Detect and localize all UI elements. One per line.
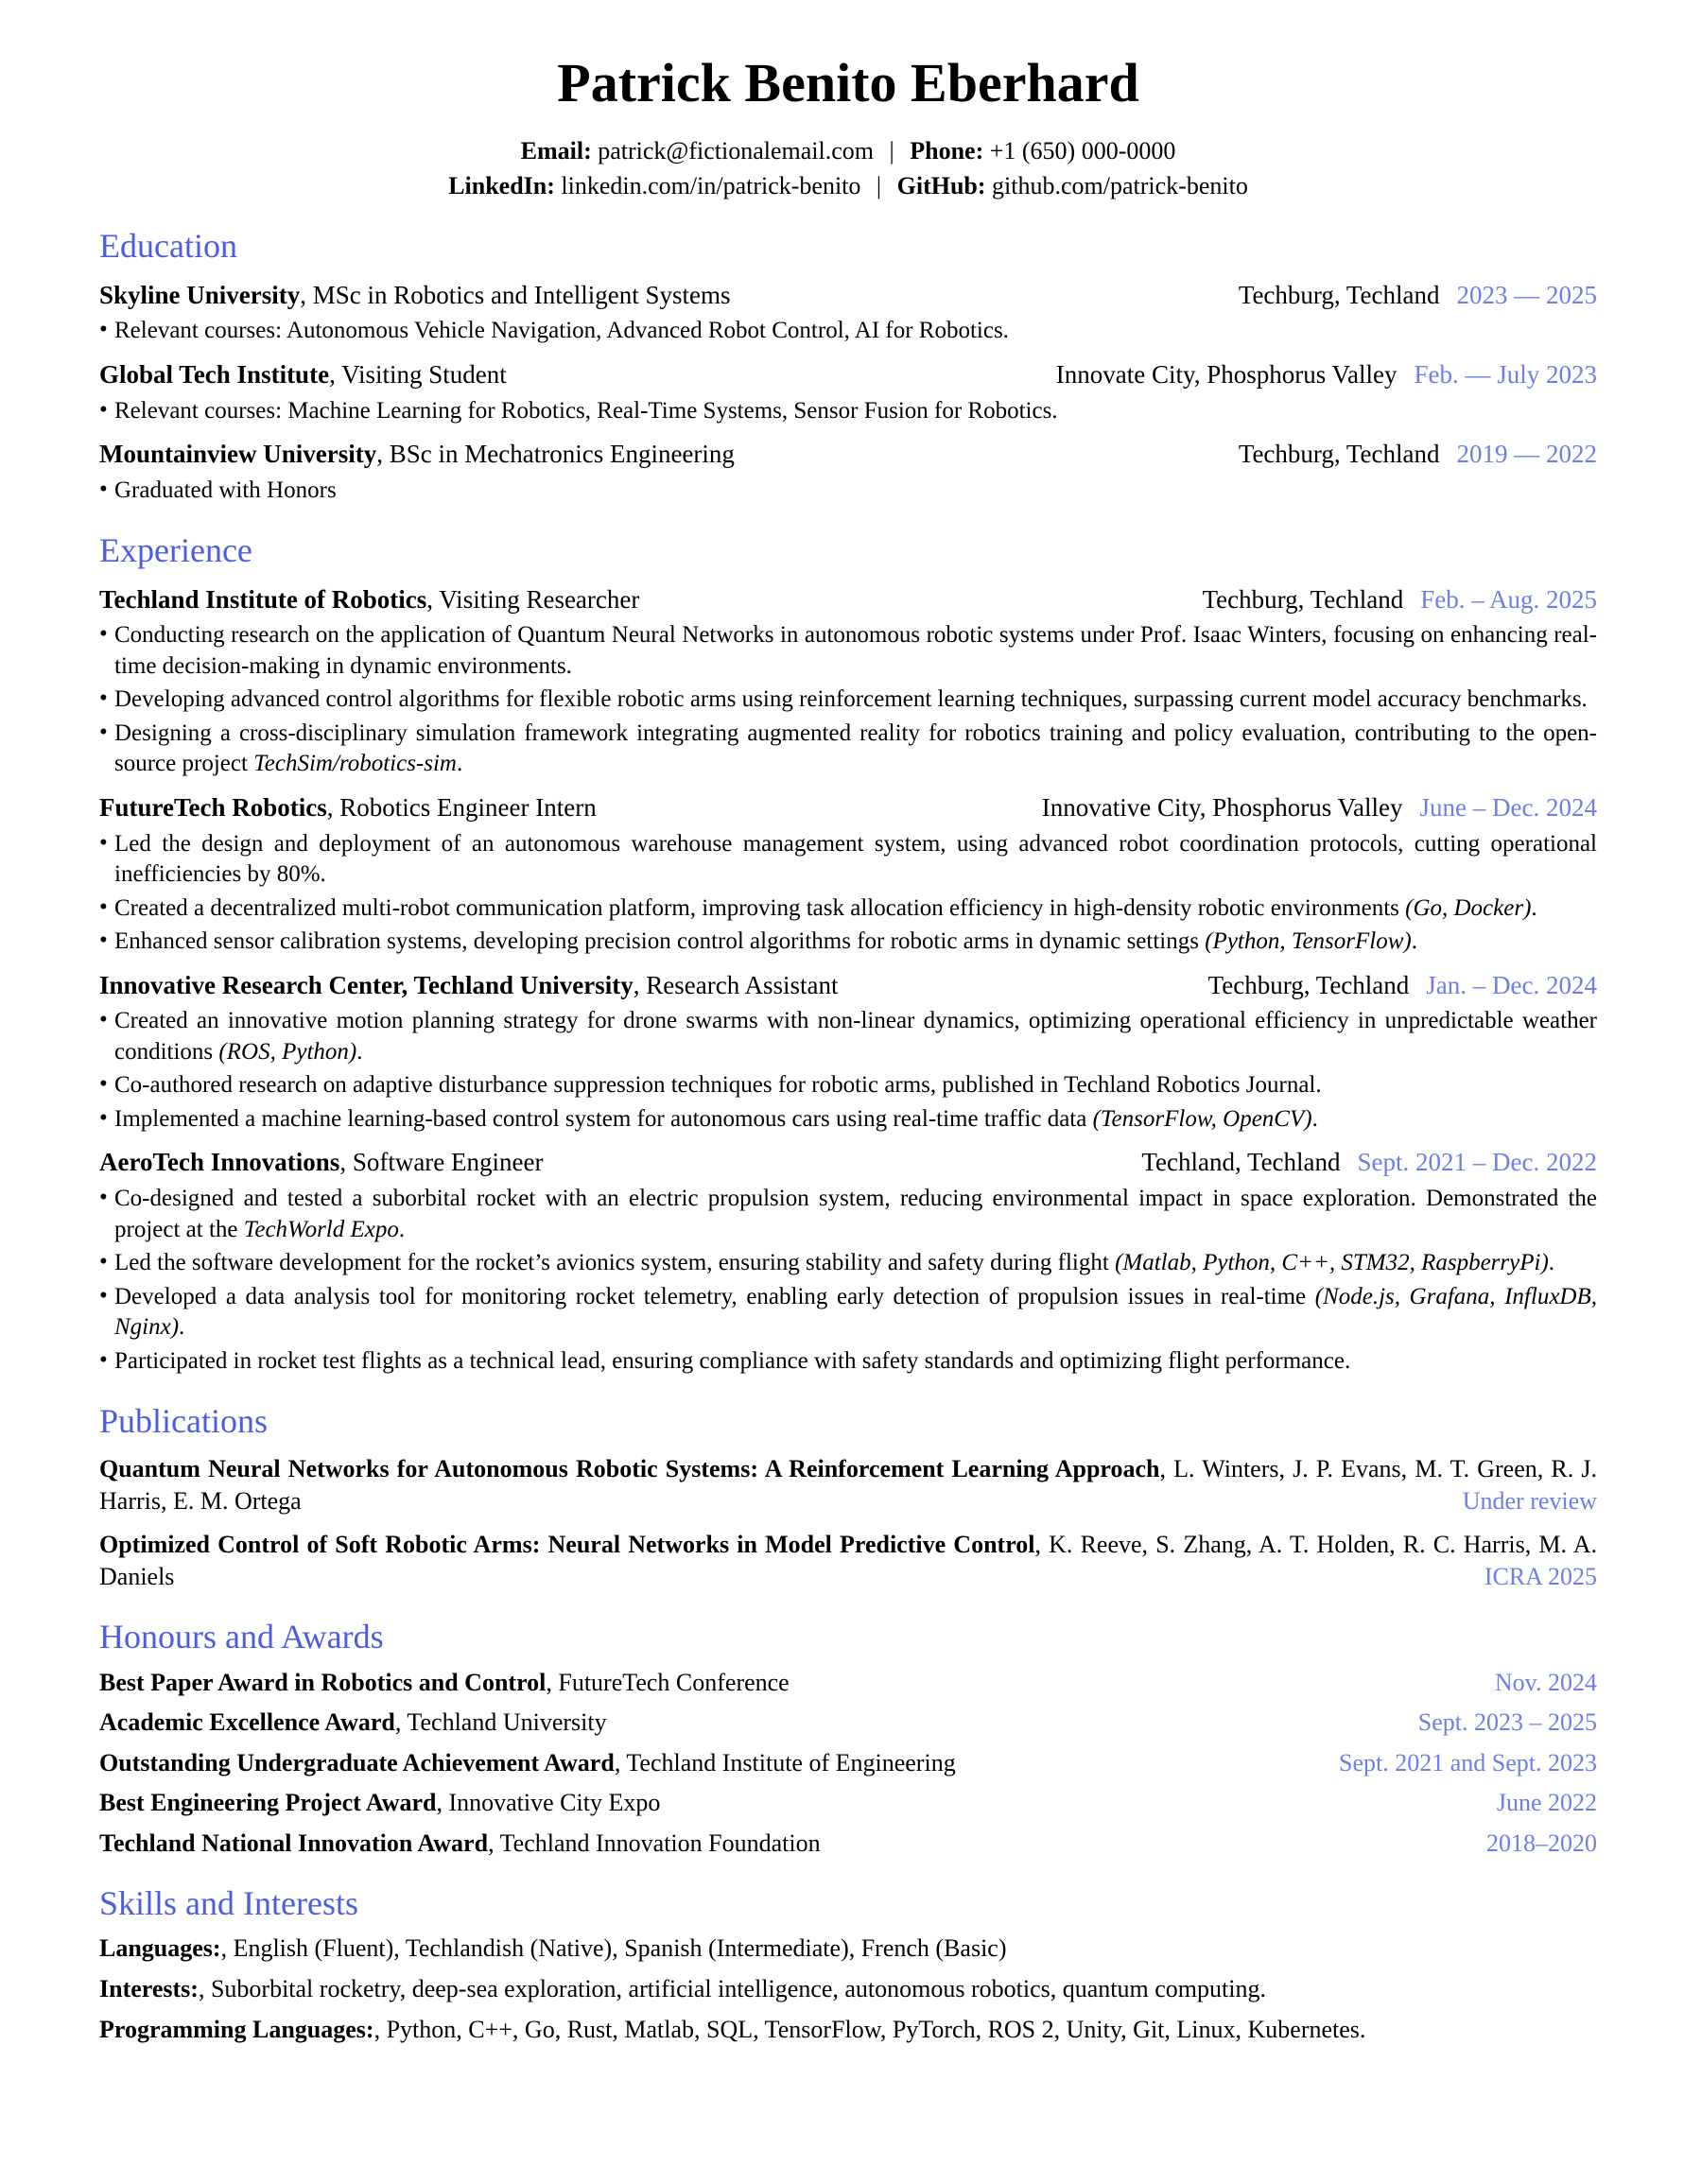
entry-role: , MSc in Robotics and Intelligent Systems [300, 280, 731, 309]
entry-meta [1056, 359, 1597, 391]
entry-meta [1208, 970, 1597, 1002]
bullet-item: • Co-designed and tested a suborbital rocket with an electric propulsion system, reducing environmental impact in space exploration. Demonstrated the project at the TechWorld Expo. [114, 1184, 1597, 1245]
person-name: Patrick Benito Eberhard [557, 52, 1139, 113]
entry-org: FutureTech Robotics [99, 792, 327, 822]
separator: | [876, 171, 882, 199]
bullet-item: • Relevant courses: Autonomous Vehicle Navigation, Advanced Robot Control, AI for Robotics. [114, 316, 1597, 347]
section-title-publications: Publications [99, 1402, 268, 1441]
experience-entry [99, 584, 1597, 780]
award-item [99, 1707, 1597, 1739]
publication-item [99, 1529, 1597, 1593]
entry-location: Innovative City, Phosphorus Valley [1041, 792, 1403, 822]
award-title [99, 1668, 808, 1699]
section-education [99, 226, 1597, 506]
email-label: Email: [520, 136, 592, 165]
entry-org: Global Tech Institute [99, 359, 330, 389]
entry-org: AeroTech Innovations [99, 1148, 340, 1177]
entry-role: , Visiting Student [329, 359, 507, 389]
skill-label: Languages: [99, 1934, 221, 1963]
entry-header [99, 970, 1597, 1002]
section-skills [99, 1883, 1597, 2046]
publication-title: Quantum Neural Networks for Autonomous Robotic Systems: A Reinforcement Learning Approach [99, 1455, 1160, 1483]
entry-date: Jan. – Dec. 2024 [1426, 970, 1597, 999]
section-title-education: Education [99, 227, 237, 266]
bullet-item: • Graduated with Honors [114, 476, 1597, 507]
award-org: , Techland Innovation Foundation [488, 1829, 821, 1857]
skill-label: Programming Languages: [99, 2015, 374, 2043]
education-entry [99, 359, 1597, 426]
resume-header [99, 52, 1597, 201]
skill-item [99, 2014, 1597, 2046]
bullet-item: • Implemented a machine learning-based control system for autonomous cars using real-time traffic data (TensorFlow, OpenCV). [114, 1104, 1597, 1135]
entry-org: Skyline University [99, 280, 301, 309]
entry-meta [1239, 280, 1597, 312]
entry-header [99, 584, 1597, 616]
entry-title [99, 280, 750, 312]
bullet-item: • Developing advanced control algorithms for flexible robotic arms using reinforcement learning techniques, surpassing current model accuracy benchmarks. [114, 685, 1597, 716]
bullet-item: • Conducting research on the application of Quantum Neural Networks in autonomous robotic systems under Prof. Isaac Winters, focusing on enhancing real-time decision-making in dynamic environments. [114, 620, 1597, 682]
entry-date: Feb. – Aug. 2025 [1420, 584, 1597, 614]
award-title [99, 1707, 626, 1739]
bullet-item: • Developed a data analysis tool for monitoring rocket telemetry, enabling early detection of propulsion issues in real-time (Node.js, Grafana, InfluxDB, Nginx). [114, 1282, 1597, 1343]
linkedin-value: linkedin.com/in/patrick-benito [561, 171, 861, 199]
award-date: Nov. 2024 [1494, 1668, 1597, 1696]
publication-authors: , L. Winters, J. P. Evans, M. T. Green, R. J. Harris, E. M. Ortega [99, 1455, 1597, 1516]
bullet-item: • Relevant courses: Machine Learning for Robotics, Real-Time Systems, Sensor Fusion for Robotics. [114, 396, 1597, 427]
award-item [99, 1829, 1597, 1860]
publication-authors: , K. Reeve, S. Zhang, A. T. Holden, R. C. Harris, M. A. Daniels [99, 1530, 1597, 1590]
bullet-list [99, 1184, 1597, 1377]
skill-item [99, 1973, 1597, 2005]
bullet-list [99, 1006, 1597, 1135]
entry-role: , Robotics Engineer Intern [326, 792, 597, 822]
skill-item [99, 1933, 1597, 1965]
award-item [99, 1668, 1597, 1699]
entry-location: Innovate City, Phosphorus Valley [1055, 359, 1398, 389]
entry-role: , BSc in Mechatronics Engineering [376, 440, 735, 469]
separator: | [889, 136, 894, 165]
contact-line-1 [99, 135, 1597, 167]
experience-entry [99, 970, 1597, 1135]
entry-role: , Visiting Researcher [426, 584, 640, 614]
award-date: Sept. 2023 – 2025 [1417, 1708, 1597, 1737]
github-label: GitHub: [896, 171, 986, 199]
publication-status: ICRA 2025 [1484, 1562, 1597, 1590]
award-item [99, 1788, 1597, 1819]
entry-date: June – Dec. 2024 [1419, 792, 1597, 822]
award-title [99, 1748, 975, 1779]
award-name: Best Paper Award in Robotics and Control [99, 1668, 547, 1696]
publication-status: Under review [1462, 1487, 1597, 1516]
award-org: , Techland University [394, 1708, 607, 1737]
education-entry [99, 280, 1597, 347]
entry-role: , Research Assistant [633, 970, 839, 999]
entry-meta [1203, 584, 1597, 616]
award-item [99, 1748, 1597, 1779]
skill-text: , Python, C++, Go, Rust, Matlab, SQL, TensorFlow, PyTorch, ROS 2, Unity, Git, Linux, Kubernetes. [373, 2015, 1366, 2043]
bullet-list [99, 829, 1597, 958]
publication-item [99, 1453, 1597, 1517]
bullet-list [99, 620, 1597, 780]
section-title-skills: Skills and Interests [99, 1884, 358, 1923]
section-awards [99, 1617, 1597, 1859]
award-name: Best Engineering Project Award [99, 1789, 437, 1817]
entry-header [99, 1147, 1597, 1179]
email-value: patrick@fictionalemail.com [598, 136, 875, 165]
entry-meta [1141, 1147, 1597, 1179]
entry-date: Feb. — July 2023 [1414, 359, 1597, 389]
phone-value: +1 (650) 000-0000 [989, 136, 1176, 165]
award-name: Techland National Innovation Award [99, 1829, 489, 1857]
contact-line-2 [99, 170, 1597, 202]
skill-text: , Suborbital rocketry, deep-sea exploration, artificial intelligence, autonomous robotics, quantum computing. [198, 1975, 1266, 2003]
award-title [99, 1829, 840, 1860]
entry-location: Techburg, Techland [1207, 970, 1410, 999]
entry-date: Sept. 2021 – Dec. 2022 [1357, 1148, 1597, 1177]
experience-entry [99, 792, 1597, 958]
entry-location: Techland, Techland [1141, 1148, 1341, 1177]
phone-label: Phone: [910, 136, 984, 165]
entry-title [99, 970, 857, 1002]
entry-header [99, 280, 1597, 312]
entry-meta [1042, 792, 1597, 824]
entry-location: Techburg, Techland [1202, 584, 1404, 614]
entry-org: Techland Institute of Robotics [99, 584, 427, 614]
skill-text: , English (Fluent), Techlandish (Native), Spanish (Intermediate), French (Basic) [220, 1934, 1007, 1963]
entry-title [99, 359, 526, 391]
entry-date: 2019 — 2022 [1456, 440, 1597, 469]
award-org: , FutureTech Conference [546, 1668, 790, 1696]
bullet-item: • Led the software development for the rocket’s avionics system, ensuring stability and safety during flight (Matlab, Python, C++, STM32, RaspberryPi). [114, 1248, 1597, 1279]
bullet-item: • Participated in rocket test flights as a technical lead, ensuring compliance with safety standards and optimizing flight performance. [114, 1346, 1597, 1378]
bullet-item: • Co-authored research on adaptive disturbance suppression techniques for robotic arms, published in Techland Robotics Journal. [114, 1070, 1597, 1101]
skill-label: Interests: [99, 1975, 199, 2003]
section-title-experience: Experience [99, 531, 252, 570]
award-date: Sept. 2021 and Sept. 2023 [1339, 1748, 1597, 1777]
entry-date: 2023 — 2025 [1456, 280, 1597, 309]
bullet-item: • Led the design and deployment of an autonomous warehouse management system, using advanced robot coordination protocols, cutting operational inefficiencies by 80%. [114, 829, 1597, 891]
entry-org: Mountainview University [99, 440, 377, 469]
experience-entry [99, 1147, 1597, 1377]
entry-location: Techburg, Techland [1238, 440, 1440, 469]
bullet-item: • Created an innovative motion planning strategy for drone swarms with non-linear dynamics, optimizing operational efficiency in unpredictable weather conditions (ROS, Python). [114, 1006, 1597, 1067]
award-org: , Techland Institute of Engineering [614, 1748, 956, 1777]
entry-location: Techburg, Techland [1238, 280, 1440, 309]
github-value: github.com/patrick-benito [992, 171, 1248, 199]
bullet-item: • Enhanced sensor calibration systems, developing precision control algorithms for robotic arms in dynamic settings (Python, TensorFlow). [114, 927, 1597, 958]
bullet-list [99, 316, 1597, 347]
entry-org: Innovative Research Center, Techland University [99, 970, 634, 999]
award-date: 2018–2020 [1486, 1829, 1597, 1857]
bullet-list [99, 396, 1597, 427]
publication-title: Optimized Control of Soft Robotic Arms: Neural Networks in Model Predictive Control [99, 1530, 1035, 1558]
entry-header [99, 439, 1597, 471]
award-name: Academic Excellence Award [99, 1708, 395, 1737]
entry-title [99, 584, 658, 616]
entry-title [99, 1147, 562, 1179]
award-org: , Innovative City Expo [436, 1789, 661, 1817]
section-title-awards: Honours and Awards [99, 1618, 384, 1656]
entry-header [99, 359, 1597, 391]
entry-title [99, 439, 754, 471]
section-publications [99, 1401, 1597, 1592]
award-name: Outstanding Undergraduate Achievement Award [99, 1748, 615, 1777]
entry-title [99, 792, 616, 824]
award-date: June 2022 [1496, 1789, 1597, 1817]
award-title [99, 1788, 679, 1819]
bullet-item: • Created a decentralized multi-robot communication platform, improving task allocation efficiency in high-density robotic environments (Go, Docker). [114, 893, 1597, 925]
education-entry [99, 439, 1597, 506]
linkedin-label: LinkedIn: [448, 171, 555, 199]
entry-meta [1239, 439, 1597, 471]
entry-role: , Software Engineer [339, 1148, 544, 1177]
entry-header [99, 792, 1597, 824]
bullet-list [99, 476, 1597, 507]
bullet-item: • Designing a cross-disciplinary simulation framework integrating augmented reality for robotics training and policy evaluation, contributing to the open-source project TechSim/robotics-sim. [114, 719, 1597, 780]
section-experience [99, 530, 1597, 1377]
